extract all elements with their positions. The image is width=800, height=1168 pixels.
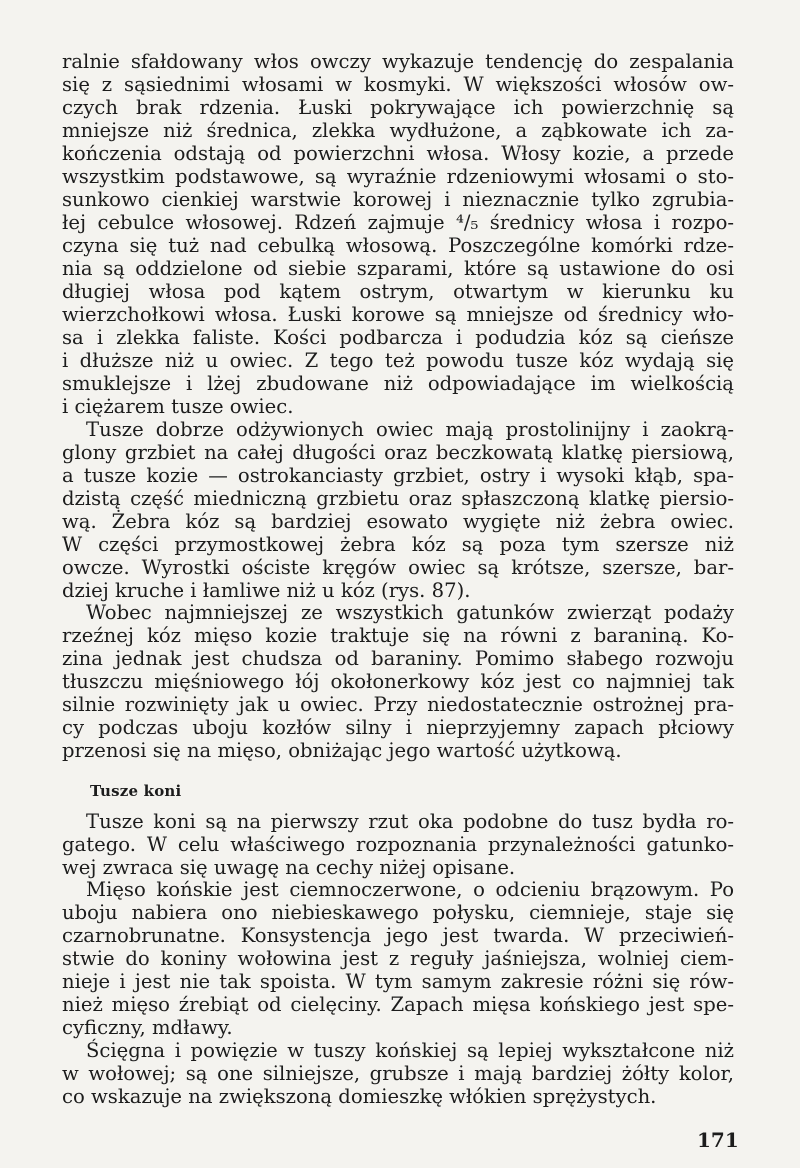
text-line: rzeźnej kóz mięso kozie traktuje się na równi z baraniną. Ko- (62, 624, 734, 647)
text-line: wą. Żebra kóz są bardziej esowato wygięte niż żebra owiec. (62, 510, 734, 533)
text-line: sunkowo cienkiej warstwie korowej i nieznacznie tylko zgrubia- (62, 188, 734, 211)
text-line: czarnobrunatne. Konsystencja jego jest twarda. W przeciwień- (62, 924, 734, 947)
text-line: Tusze koni są na pierwszy rzut oka podobne do tusz bydła ro- (86, 810, 734, 833)
paragraph-horse-meat (62, 878, 734, 1039)
text-line: mniejsze niż średnica, zlekka wydłużone, a ząbkowate ich za- (62, 119, 734, 142)
text-line: a tusze kozie — ostrokanciasty grzbiet, ostry i wysoki kłąb, spa- (62, 464, 734, 487)
text-line: czyna się tuż nad cebulką włosową. Poszczególne komórki rdze- (62, 234, 734, 257)
text-line: cyficzny, mdławy. (62, 1016, 233, 1039)
text-line: gatego. W celu właściwego rozpoznania przynależności gatunko- (62, 833, 734, 856)
text-line: uboju nabiera ono niebieskawego połysku, ciemnieje, staje się (62, 901, 734, 924)
text-line: w wołowej; są one silniejsze, grubsze i mają bardziej żółty kolor, (62, 1062, 734, 1085)
text-line: W części przymostkowej żebra kóz są poza tym szersze niż (62, 533, 734, 556)
text-line: nieje i jest nie tak spoista. W tym samym zakresie różni się rów- (62, 970, 734, 993)
text-line: nież mięso źrebiąt od cielęciny. Zapach mięsa końskiego jest spe- (62, 993, 734, 1016)
section-heading: Tusze koni (90, 782, 182, 800)
text-line: smuklejsze i lżej zbudowane niż odpowiadające im wielkością (62, 372, 734, 395)
text-line: Wobec najmniejszej ze wszystkich gatunków zwierząt podaży (86, 601, 734, 624)
text-line: wej zwraca się uwagę na cechy niżej opisane. (62, 856, 516, 879)
text-line: stwie do koniny wołowina jest z reguły jaśniejsza, wolniej ciem- (62, 947, 734, 970)
text-line: i ciężarem tusze owiec. (62, 395, 294, 418)
text-line: kończenia odstają od powierzchni włosa. Włosy kozie, a przede (62, 142, 734, 165)
text-line: przenosi się na mięso, obniżając jego wartość użytkową. (62, 739, 622, 762)
paragraph-tendons (62, 1039, 734, 1108)
paragraph-carcass-shape (62, 418, 734, 602)
text-line: i dłuższe niż u owiec. Z tego też powodu tusze kóz wydają się (62, 349, 734, 372)
text-line: co wskazuje na zwiększoną domieszkę włókien sprężystych. (62, 1085, 657, 1108)
text-line: sa i zlekka faliste. Kości podbarcza i podudzia kóz są cieńsze (62, 326, 734, 349)
text-line: się z sąsiednimi włosami w kosmyki. W większości włosów ow- (62, 73, 734, 96)
text-line: silnie rozwinięty jak u owiec. Przy niedostatecznie ostrożnej pra- (62, 693, 734, 716)
text-line: tłuszczu mięśniowego łój okołonerkowy kóz jest co najmniej tak (62, 670, 734, 693)
text-line: dzistą część miedniczną grzbietu oraz spłaszczoną klatkę piersio- (62, 487, 734, 510)
text-line: zina jednak jest chudsza od baraniny. Pomimo słabego rozwoju (62, 647, 734, 670)
text-line: długiej włosa pod kątem ostrym, otwartym w kierunku ku (62, 280, 734, 303)
text-line: wierzchołkowi włosa. Łuski korowe są mniejsze od średnicy wło- (62, 303, 734, 326)
text-line: owcze. Wyrostki ościste kręgów owiec są krótsze, szersze, bar- (62, 556, 734, 579)
text-line: ralnie sfałdowany włos owczy wykazuje tendencję do zespalania (62, 50, 734, 73)
text-line: wszystkim podstawowe, są wyraźnie rdzeniowymi włosami o sto- (62, 165, 734, 188)
text-line: czych brak rdzenia. Łuski pokrywające ich powierzchnię są (62, 96, 734, 119)
text-line: glony grzbiet na całej długości oraz beczkowatą klatkę piersiową, (62, 441, 734, 464)
paragraph-wool-and-hair (62, 50, 734, 418)
paragraph-horse-carcass-intro (62, 810, 734, 879)
text-line: Ścięgna i powięzie w tuszy końskiej są lepiej wykształcone niż (86, 1039, 734, 1062)
text-line: nia są oddzielone od siebie szparami, które są ustawione do osi (62, 257, 734, 280)
text-line: cy podczas uboju kozłów silny i nieprzyjemny zapach płciowy (62, 716, 734, 739)
paragraph-goat-meat (62, 601, 734, 762)
text-line: Mięso końskie jest ciemnoczerwone, o odcieniu brązowym. Po (86, 878, 734, 901)
text-line: Tusze dobrze odżywionych owiec mają prostolinijny i zaokrą- (86, 418, 734, 441)
page-number: 171 (697, 1128, 739, 1152)
text-line: dziej kruche i łamliwe niż u kóz (rys. 87). (62, 579, 471, 602)
text-line: łej cebulce włosowej. Rdzeń zajmuje ⁴/₅ średnicy włosa i rozpo- (62, 211, 734, 234)
